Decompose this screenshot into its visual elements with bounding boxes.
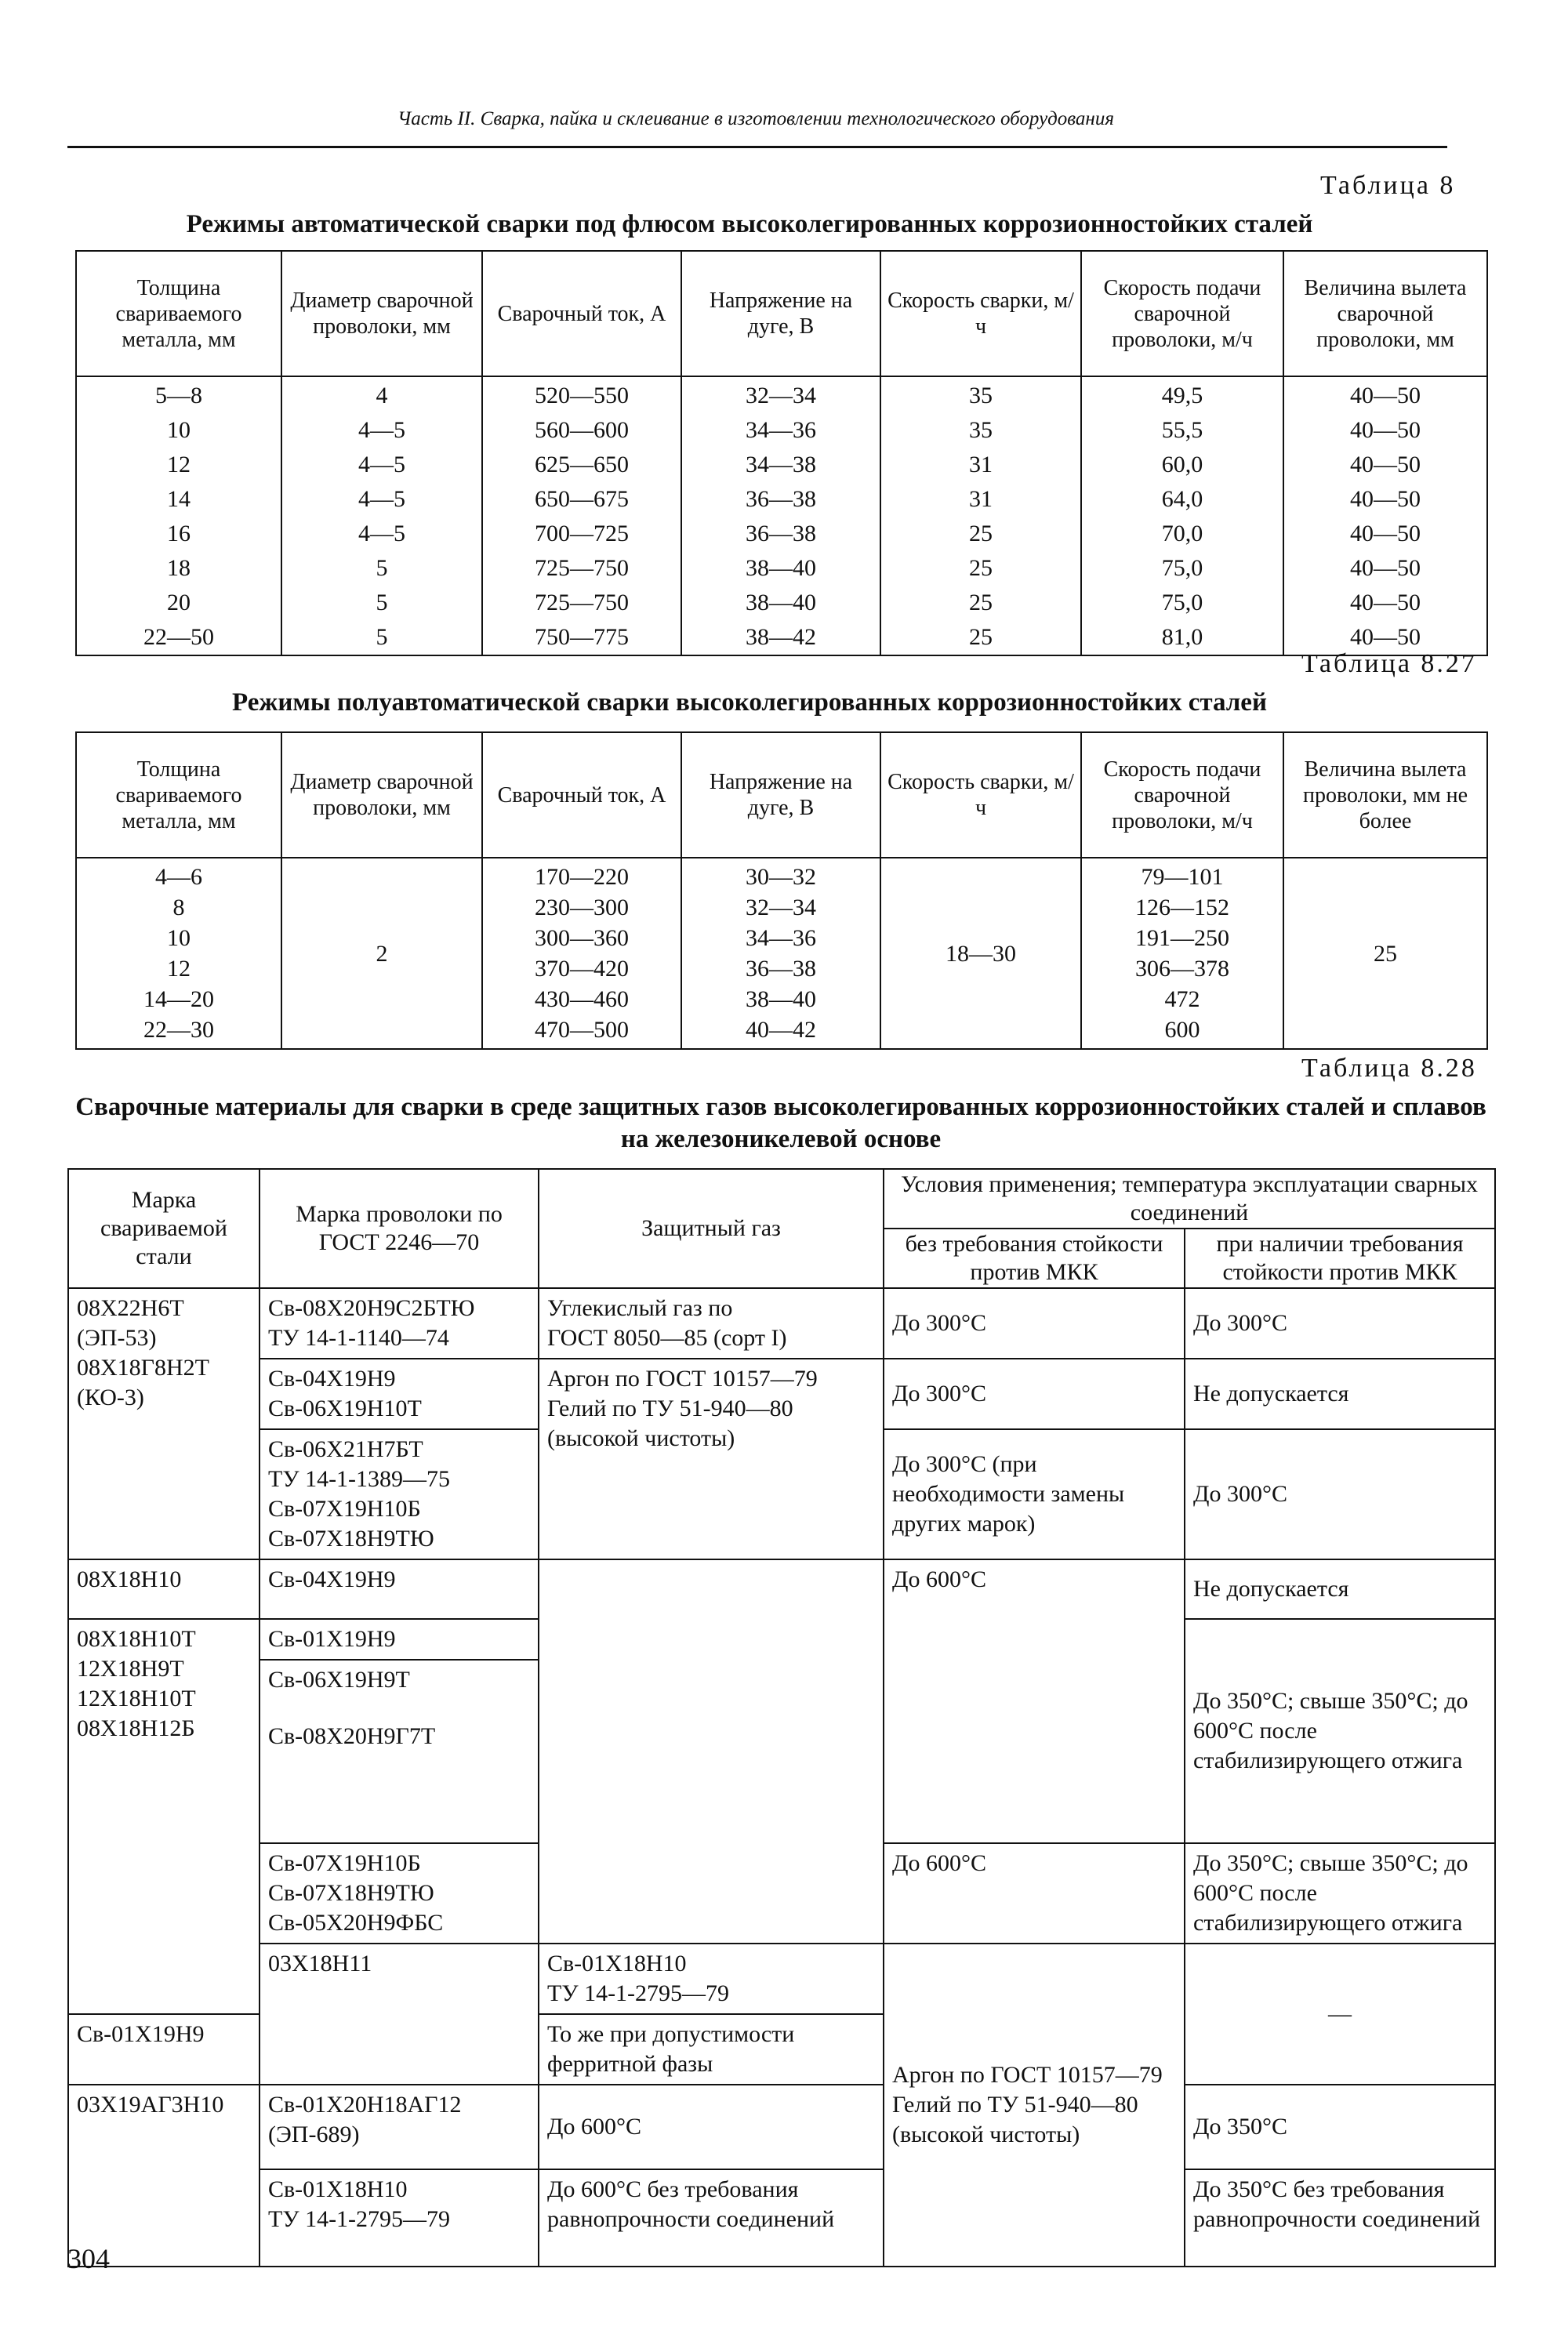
t2-header-thickness: Толщина свариваемого металла, мм [76, 732, 281, 858]
t2-header-current: Сварочный ток, А [482, 732, 681, 858]
t3-no-mkk-4: До 600°С [884, 1559, 1185, 1843]
t3-header-no-mkk: без требования стойкости против МКК [884, 1229, 1185, 1288]
t3-text: Св-08Х20Н9С2БТЮ [268, 1295, 475, 1321]
t2-cell: 306—378 [1135, 956, 1229, 982]
table-row [76, 620, 1487, 655]
t3-text: ГОСТ 8050—85 (сорт I) [547, 1325, 787, 1351]
t2-cell: 300—360 [535, 925, 629, 951]
t1-cell: 5 [281, 551, 482, 586]
t2-cell: 126—152 [1135, 895, 1229, 920]
table-row [68, 1359, 1495, 1429]
t2-cell: 430—460 [535, 986, 629, 1012]
table-row [68, 1944, 1495, 2014]
t2-header-speed: Скорость сварки, м/ч [880, 732, 1081, 858]
t3-text: (ЭП-689) [268, 2122, 360, 2147]
t3-text: (КО-3) [77, 1385, 144, 1410]
t3-text: 08Х18Н12Б [77, 1715, 195, 1741]
page-number: 304 [67, 2243, 110, 2274]
t3-with-mkk-8: То же при допустимости ферритной фазы [539, 2014, 884, 2085]
t2-cell: 79—101 [1141, 864, 1224, 890]
t3-with-mkk-2: Не допускается [1185, 1359, 1495, 1429]
t3-with-mkk-1: До 300°С [1185, 1288, 1495, 1359]
t1-cell: 75,0 [1081, 551, 1283, 586]
t3-with-mkk-5: До 350°С; свыше 350°С; до 600°С после стабилизирующего отжига [1185, 1619, 1495, 1843]
t2-cell: 30—32 [746, 864, 816, 890]
table3-caption: Таблица 8.28 [1301, 1054, 1477, 1083]
t3-text: 08Х18Г8Н2Т [77, 1355, 209, 1381]
t1-cell: 36—38 [681, 517, 880, 551]
t3-wire-8 [539, 1944, 884, 2014]
t3-with-mkk-9: До 350°С [1185, 2085, 1495, 2169]
t3-text: 12Х18Н10Т [77, 1686, 196, 1711]
table-row [76, 858, 1487, 1049]
t2-header-stickout: Величина вылета проволоки, мм не более [1283, 732, 1487, 858]
t1-cell: 34—38 [681, 448, 880, 482]
t1-cell: 4—5 [281, 517, 482, 551]
t1-cell: 10 [76, 413, 281, 448]
t3-text: 08Х22Н6Т [77, 1295, 184, 1321]
t3-text: Св-08Х20Н9Г7Т [268, 1723, 436, 1749]
table-row [76, 482, 1487, 517]
t3-text: Гелий по ТУ 51-940—80 [892, 2092, 1138, 2118]
header-rule [67, 146, 1447, 148]
t3-wire-10 [260, 2085, 539, 2169]
t3-no-mkk-8: До 600°С без требования равнопрочности соединений [539, 2169, 884, 2267]
t3-text: Св-07Х19Н10Б [268, 1850, 421, 1876]
table3-title: Сварочные материалы для сварки в среде защитных газов высоколегированных коррозионностойких сталей и сплавов на железоникелевой основе [75, 1093, 1486, 1153]
t3-header-steel: Марка свариваемой стали [68, 1169, 260, 1288]
table-row [68, 1288, 1495, 1359]
table-row [76, 413, 1487, 448]
t1-header-current: Сварочный ток, А [482, 251, 681, 376]
t1-cell: 40—50 [1283, 413, 1487, 448]
t3-with-mkk-3: До 300°С [1185, 1429, 1495, 1559]
t3-gas-3 [884, 1944, 1185, 2267]
t1-cell: 16 [76, 517, 281, 551]
t2-cell: 32—34 [746, 895, 816, 920]
t2-header-voltage: Напряжение на дуге, В [681, 732, 880, 858]
t2-cell: 22—30 [143, 1017, 214, 1043]
t2-speed: 18—30 [880, 858, 1081, 1049]
t3-text: Св-01Х20Н18АГ12 [268, 2092, 462, 2118]
t3-no-mkk-2: До 300°С [884, 1359, 1185, 1429]
t3-text: (высокой чистоты) [547, 1425, 735, 1451]
t1-cell: 81,0 [1081, 620, 1283, 655]
t2-header-diameter: Диаметр сварочной проволоки, мм [281, 732, 482, 858]
t2-voltage-list [681, 858, 880, 1049]
t2-cell: 191—250 [1135, 925, 1229, 951]
t1-cell: 64,0 [1081, 482, 1283, 517]
t3-text: (высокой чистоты) [892, 2122, 1080, 2147]
t2-thickness-list [76, 858, 281, 1049]
t1-cell: 14 [76, 482, 281, 517]
running-header: Часть II. Сварка, пайка и склеивание в изготовлении технологического оборудования [397, 108, 1114, 129]
t2-cell: 170—220 [535, 864, 629, 890]
t3-text: Аргон по ГОСТ 10157—79 [892, 2062, 1163, 2088]
t1-cell: 31 [880, 482, 1081, 517]
table-row [76, 517, 1487, 551]
t3-gas-empty [539, 1559, 884, 1944]
t3-wire-7 [260, 1843, 539, 1944]
t2-feed-list [1081, 858, 1283, 1049]
table1-title: Режимы автоматической сварки под флюсом высоколегированных коррозионностойких сталей [186, 210, 1313, 238]
t3-gas-1 [539, 1288, 884, 1359]
t1-cell: 70,0 [1081, 517, 1283, 551]
t2-cell: 8 [172, 895, 185, 920]
t3-text: Св-06Х19Н10Т [268, 1396, 422, 1421]
t1-header-speed: Скорость сварки, м/ч [880, 251, 1081, 376]
t1-cell: 31 [880, 448, 1081, 482]
t1-header-stickout: Величина вылета сварочной проволоки, мм [1283, 251, 1487, 376]
t2-diameter: 2 [281, 858, 482, 1049]
t3-text: ТУ 14-1-2795—79 [547, 1980, 730, 2006]
t2-current-list [482, 858, 681, 1049]
table2-caption: Таблица 8.27 [1301, 649, 1477, 678]
t1-cell: 700—725 [482, 517, 681, 551]
t1-cell: 25 [880, 517, 1081, 551]
t1-cell: 75,0 [1081, 586, 1283, 620]
t3-text: Св-06Х19Н9Т [268, 1667, 410, 1693]
t3-text: ТУ 14-1-1140—74 [268, 1325, 449, 1351]
t3-no-mkk-5: До 600°С [884, 1843, 1185, 1944]
t1-cell: 5 [281, 620, 482, 655]
t2-cell: 470—500 [535, 1017, 629, 1043]
t1-header-diameter: Диаметр сварочной проволоки, мм [281, 251, 482, 376]
t3-text: Св-07Х18Н9ТЮ [268, 1526, 434, 1552]
t1-header-thickness: Толщина свариваемого металла, мм [76, 251, 281, 376]
t1-cell: 35 [880, 413, 1081, 448]
t1-cell: 20 [76, 586, 281, 620]
t3-wire-4: Св-04Х19Н9 [260, 1559, 539, 1619]
t3-with-mkk-4: Не допускается [1185, 1559, 1495, 1619]
t3-no-mkk-3: До 300°С (при необходимости замены других марок) [884, 1429, 1185, 1559]
t2-cell: 34—36 [746, 925, 816, 951]
t2-cell: 472 [1164, 986, 1200, 1012]
t3-text: Углекислый газ по [547, 1295, 733, 1321]
t3-header-with-mkk: при наличии требования стойкости против МКК [1185, 1229, 1495, 1288]
t1-cell: 38—40 [681, 551, 880, 586]
t3-steel-e: 03Х19АГ3Н10 [68, 2085, 260, 2267]
t3-with-mkk-10: До 350°С без требования равнопрочности соединений [1185, 2169, 1495, 2267]
t1-cell: 12 [76, 448, 281, 482]
t1-cell: 36—38 [681, 482, 880, 517]
t1-cell: 40—50 [1283, 586, 1487, 620]
t3-wire-2 [260, 1359, 539, 1429]
t1-cell: 750—775 [482, 620, 681, 655]
t1-cell: 40—50 [1283, 551, 1487, 586]
t1-cell: 725—750 [482, 586, 681, 620]
t2-cell: 40—42 [746, 1017, 816, 1043]
t1-cell: 4—5 [281, 413, 482, 448]
t1-cell: 60,0 [1081, 448, 1283, 482]
t1-cell: 25 [880, 586, 1081, 620]
table3 [67, 1168, 1496, 2267]
t1-cell: 40—50 [1283, 517, 1487, 551]
t3-text: 08Х18Н10Т [77, 1626, 196, 1652]
table2-title: Режимы полуавтоматической сварки высоколегированных коррозионностойких сталей [232, 688, 1267, 717]
t3-no-mkk-6: — [1185, 1944, 1495, 2085]
t1-cell: 34—36 [681, 413, 880, 448]
t1-cell: 725—750 [482, 551, 681, 586]
t2-cell: 14—20 [143, 986, 214, 1012]
t2-cell: 370—420 [535, 956, 629, 982]
t2-cell: 12 [167, 956, 191, 982]
t1-cell: 38—42 [681, 620, 880, 655]
t2-cell: 600 [1164, 1017, 1200, 1043]
t3-wire-9: Св-01Х19Н9 [68, 2014, 260, 2085]
t1-cell: 5 [281, 586, 482, 620]
t1-cell: 49,5 [1081, 376, 1283, 413]
table2 [75, 731, 1488, 1050]
t3-wire-3 [260, 1429, 539, 1559]
t3-wire-5: Св-01Х19Н9 [260, 1619, 539, 1660]
t3-text: ТУ 14-1-2795—79 [268, 2206, 451, 2232]
t2-cell: 38—40 [746, 986, 816, 1012]
table-row [76, 586, 1487, 620]
t1-cell: 40—50 [1283, 376, 1487, 413]
t3-text: Св-07Х18Н9ТЮ [268, 1880, 434, 1906]
t1-cell: 40—50 [1283, 620, 1487, 655]
t3-wire-11 [260, 2169, 539, 2267]
t3-steel-c [68, 1619, 260, 2014]
table-row [76, 376, 1487, 413]
t1-cell: 4—5 [281, 448, 482, 482]
t1-cell: 32—34 [681, 376, 880, 413]
table1 [75, 250, 1488, 656]
t3-wire-1 [260, 1288, 539, 1359]
t2-header-feed: Скорость подачи сварочной проволоки, м/ч [1081, 732, 1283, 858]
table-row [68, 2169, 1495, 2267]
table-row [76, 448, 1487, 482]
t2-cell: 36—38 [746, 956, 816, 982]
t3-text: Св-07Х19Н10Б [268, 1496, 421, 1522]
t1-cell: 35 [880, 376, 1081, 413]
t1-cell: 40—50 [1283, 448, 1487, 482]
t1-cell: 5—8 [76, 376, 281, 413]
t3-gas-2 [539, 1359, 884, 1559]
table-row [76, 551, 1487, 586]
t1-cell: 38—40 [681, 586, 880, 620]
t1-cell: 650—675 [482, 482, 681, 517]
t3-text: Аргон по ГОСТ 10157—79 [547, 1366, 818, 1392]
t3-text: Св-01Х18Н10 [268, 2176, 408, 2202]
t2-cell: 4—6 [155, 864, 202, 890]
t1-header-feed: Скорость подачи сварочной проволоки, м/ч [1081, 251, 1283, 376]
t1-cell: 25 [880, 620, 1081, 655]
t3-header-wire: Марка проволоки по ГОСТ 2246—70 [260, 1169, 539, 1288]
t1-cell: 18 [76, 551, 281, 586]
t3-steel-d: 03Х18Н11 [260, 1944, 539, 2085]
t1-cell: 625—650 [482, 448, 681, 482]
t2-cell: 230—300 [535, 895, 629, 920]
t3-with-mkk-6: До 350°С; свыше 350°С; до 600°С после стабилизирующего отжига [1185, 1843, 1495, 1944]
t1-cell: 560—600 [482, 413, 681, 448]
t2-stickout: 25 [1283, 858, 1487, 1049]
t3-header-conditions: Условия применения; температура эксплуатации сварных соединений [884, 1169, 1495, 1229]
t3-text: Св-04Х19Н9 [268, 1366, 396, 1392]
table-row [68, 2085, 1495, 2169]
t1-header-voltage: Напряжение на дуге, В [681, 251, 880, 376]
t3-text: Св-06Х21Н7БТ [268, 1436, 423, 1462]
t3-text: (ЭП-53) [77, 1325, 157, 1351]
t3-text: ТУ 14-1-1389—75 [268, 1466, 451, 1492]
t3-text: Св-05Х20Н9ФБС [268, 1910, 444, 1936]
t1-cell: 40—50 [1283, 482, 1487, 517]
t3-no-mkk-1: До 300°С [884, 1288, 1185, 1359]
t3-text: Гелий по ТУ 51-940—80 [547, 1396, 793, 1421]
t1-cell: 4—5 [281, 482, 482, 517]
t3-wire-6 [260, 1660, 539, 1843]
t3-text: Св-01Х18Н10 [547, 1951, 687, 1976]
t3-text: 12Х18Н9Т [77, 1656, 184, 1682]
t3-steel-a [68, 1288, 260, 1559]
t1-cell: 25 [880, 551, 1081, 586]
t2-cell: 10 [167, 925, 191, 951]
table1-caption: Таблица 8 [1320, 171, 1456, 200]
t3-steel-b: 08Х18Н10 [68, 1559, 260, 1619]
t3-no-mkk-7: До 600°С [539, 2085, 884, 2169]
t3-header-gas: Защитный газ [539, 1169, 884, 1288]
t1-cell: 520—550 [482, 376, 681, 413]
table-row [68, 1559, 1495, 1619]
t1-cell: 4 [281, 376, 482, 413]
t1-cell: 22—50 [76, 620, 281, 655]
t1-cell: 55,5 [1081, 413, 1283, 448]
